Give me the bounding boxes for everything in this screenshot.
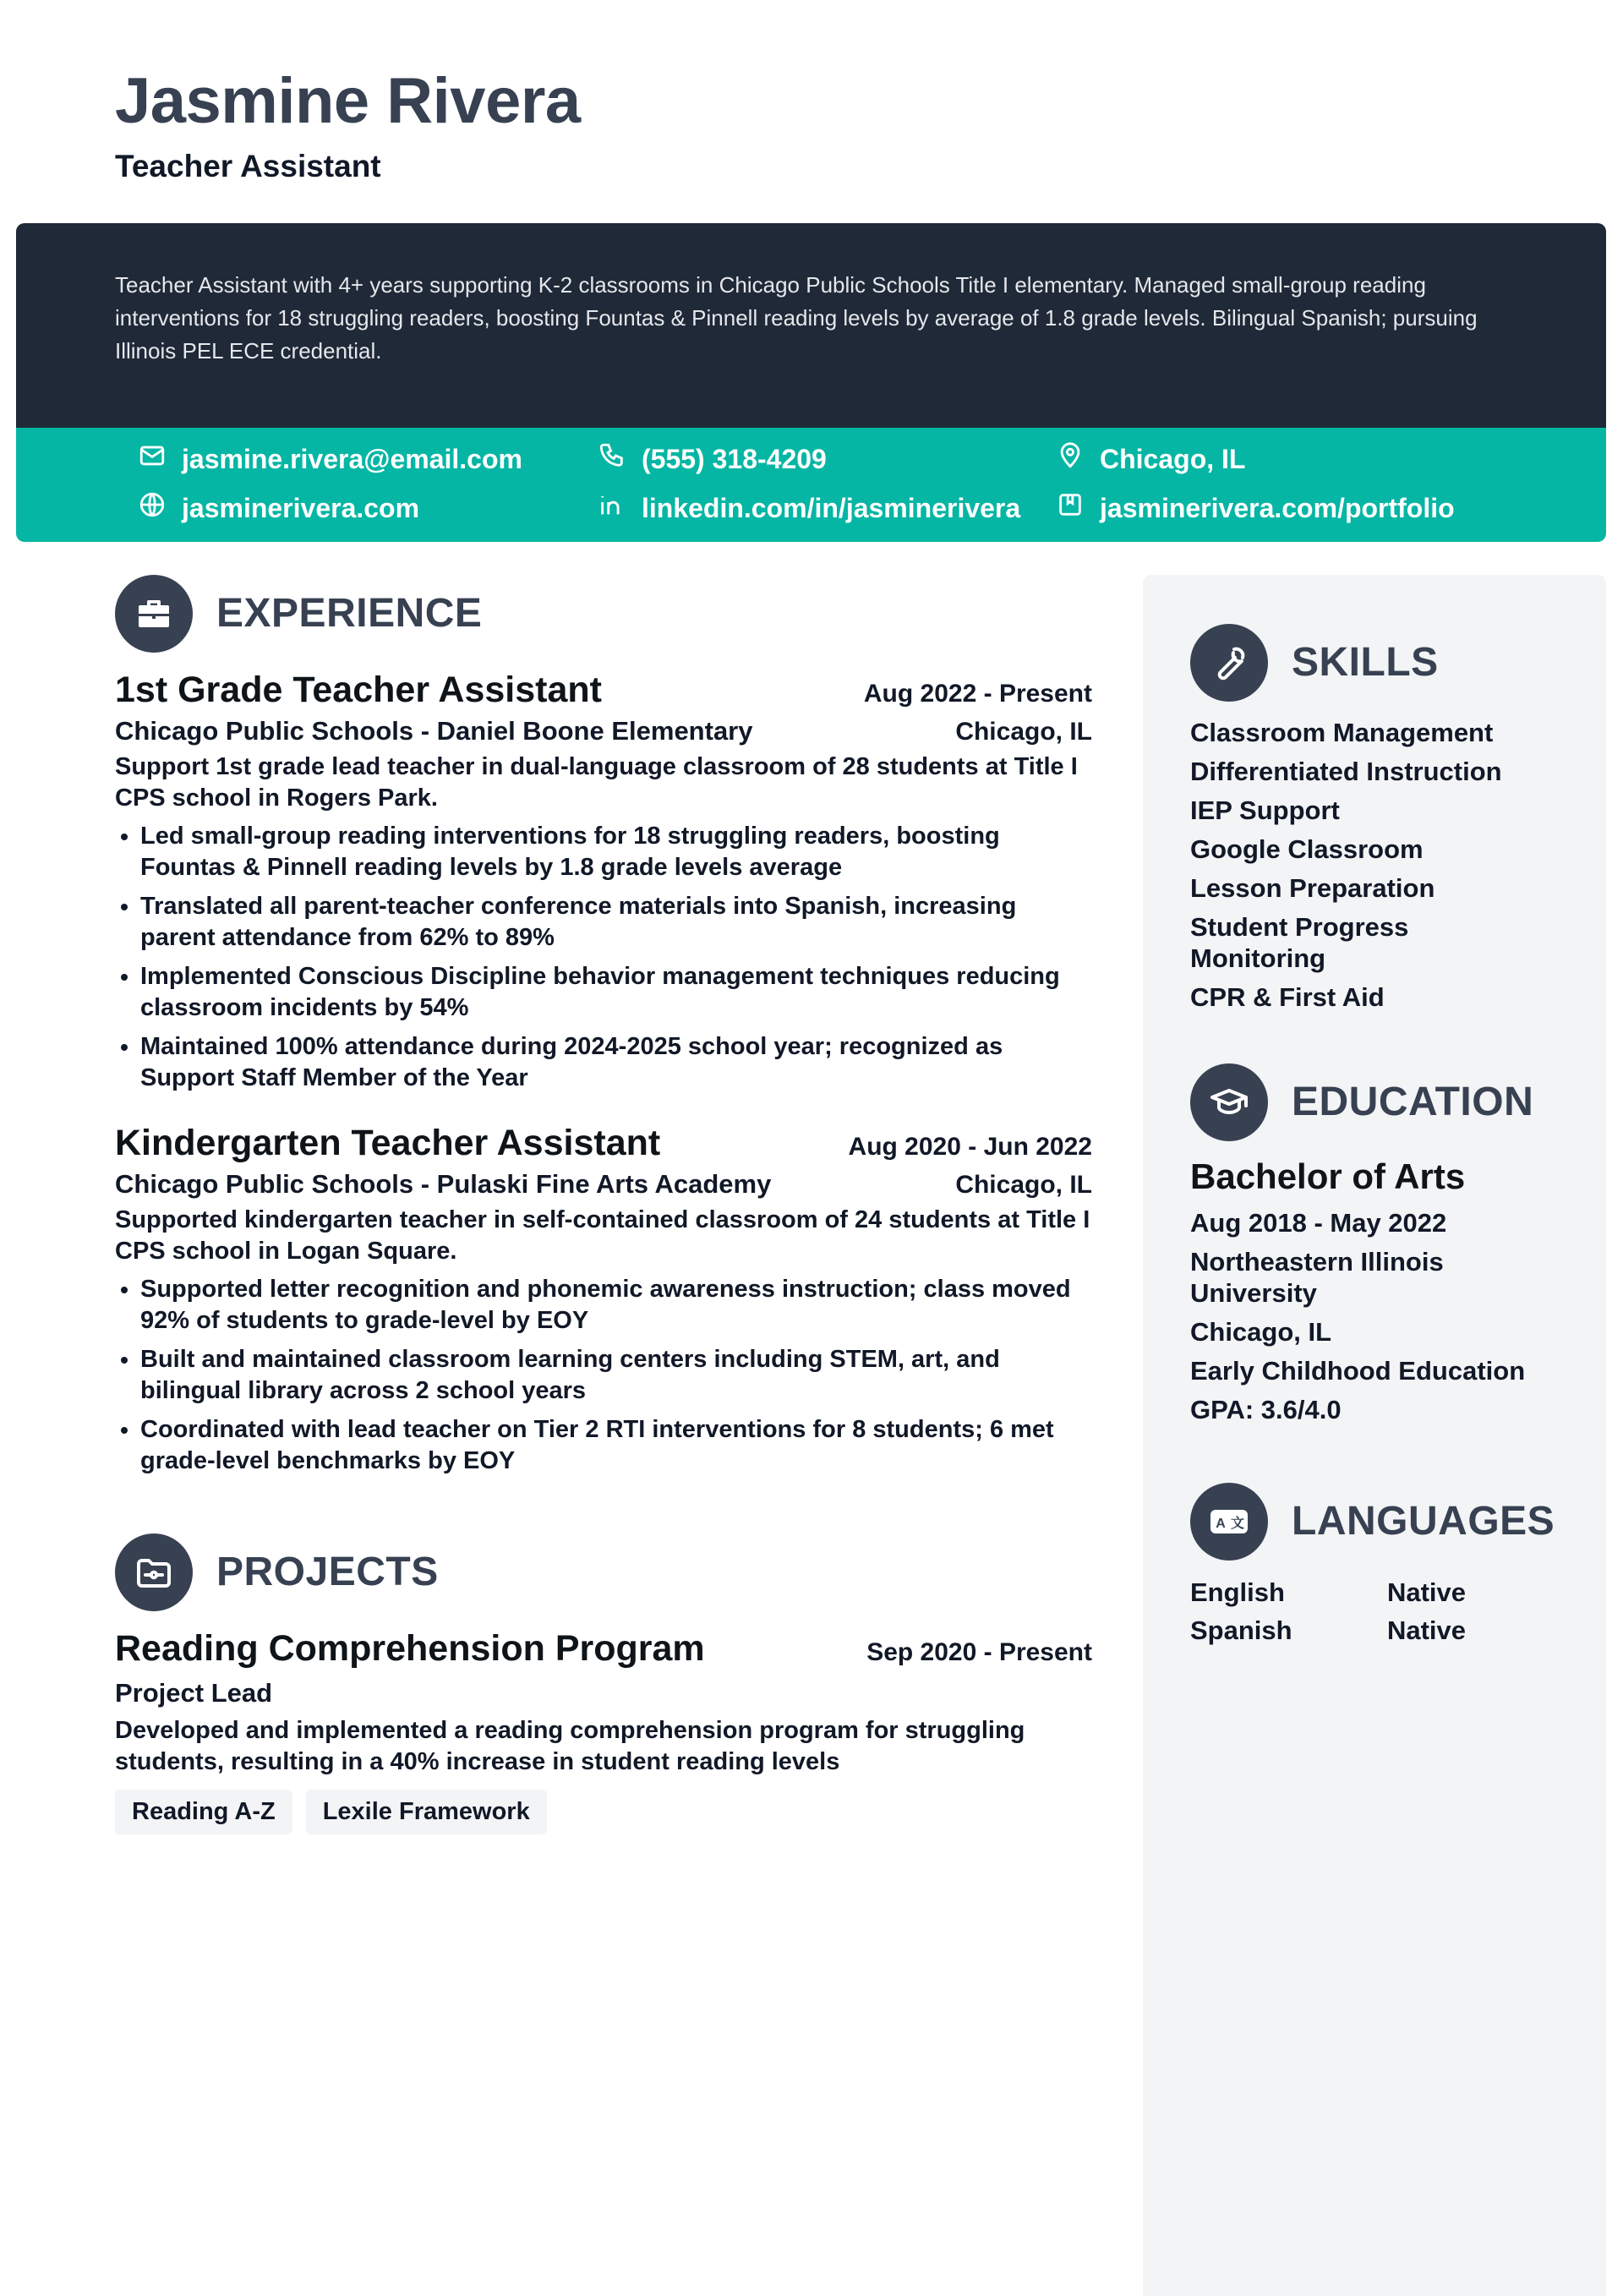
education-degree: Bachelor of Arts xyxy=(1190,1156,1466,1196)
bullet-item: • Translated all parent-teacher conference materials into Spanish, increasing parent attendance from 62% to 89% xyxy=(140,891,1092,954)
experience-item xyxy=(115,670,1092,1102)
project-title: Reading Comprehension Program xyxy=(115,1628,705,1669)
summary-text: Teacher Assistant with 4+ years supporting K-2 classrooms in Chicago Public Schools Title I elementary. Managed small-group reading interventions for 18 struggling readers, boosting Fountas & Pinnell reading levels by average of 1.8 grade levels. Bilingual Spanish; pursuing Illinois PEL ECE credential. xyxy=(115,272,1478,364)
language-name: Spanish xyxy=(1190,1615,1292,1645)
svg-text:A: A xyxy=(1216,1517,1226,1531)
contact-location xyxy=(1056,441,1245,477)
wrench-icon xyxy=(1190,624,1268,702)
skill-item: CPR & First Aid xyxy=(1190,982,1385,1012)
project-dates: Sep 2020 - Present xyxy=(866,1638,1092,1666)
job-dates: Aug 2022 - Present xyxy=(863,680,1092,708)
bullet-item: • Implemented Conscious Discipline behavior management techniques reducing classroom incidents by 54% xyxy=(140,961,1092,1024)
summary-section xyxy=(16,223,1606,428)
candidate-title: Teacher Assistant xyxy=(115,149,381,183)
education-school: Northeastern Illinois University xyxy=(1190,1247,1444,1308)
bullet-item: • Maintained 100% attendance during 2024-2025 school year; recognized as Support Staff Member of the Year xyxy=(140,1031,1092,1094)
tag-chip: Lexile Framework xyxy=(306,1790,547,1834)
globe-icon xyxy=(138,490,167,526)
contact-email[interactable] xyxy=(138,441,522,477)
project-role: Project Lead xyxy=(115,1678,273,1708)
skill-item: Differentiated Instruction xyxy=(1190,757,1502,786)
language-row xyxy=(1190,1615,1466,1646)
education-entry xyxy=(1190,1156,1571,1433)
email-text: jasmine.rivera@email.com xyxy=(182,443,522,474)
candidate-name: Jasmine Rivera xyxy=(115,65,581,137)
phone-icon xyxy=(598,441,626,477)
job-location: Chicago, IL xyxy=(955,1171,1092,1199)
resume-header xyxy=(115,61,581,184)
job-location: Chicago, IL xyxy=(955,718,1092,746)
education-gpa: GPA: 3.6/4.0 xyxy=(1190,1395,1342,1424)
bullet-item: • Coordinated with lead teacher on Tier 2 RTI interventions for 8 students; 6 met grade-level benchmarks by EOY xyxy=(140,1414,1092,1477)
contact-portfolio[interactable] xyxy=(1056,490,1455,526)
language-level: Native xyxy=(1386,1615,1466,1645)
bullet-item: • Supported letter recognition and phonemic awareness instruction; class moved 92% of students to grade-level by EOY xyxy=(140,1274,1092,1337)
job-description: Supported kindergarten teacher in self-contained classroom of 24 students at Title I CPS school in Logan Square. xyxy=(115,1206,1090,1265)
language-row xyxy=(1190,1577,1466,1608)
bullet-item: • Led small-group reading interventions for 18 struggling readers, boosting Fountas & Pinnell reading levels by 1.8 grade levels average xyxy=(140,821,1092,883)
website-text: jasminerivera.com xyxy=(182,492,420,523)
education-heading: EDUCATION xyxy=(1292,1080,1534,1124)
languages-list xyxy=(1190,1577,1466,1654)
job-title: 1st Grade Teacher Assistant xyxy=(115,670,602,710)
job-bullets xyxy=(115,1274,1092,1477)
experience-heading: EXPERIENCE xyxy=(216,591,483,636)
job-title: Kindergarten Teacher Assistant xyxy=(115,1123,661,1163)
contact-phone[interactable] xyxy=(598,441,827,477)
phone-text: (555) 318-4209 xyxy=(642,443,827,474)
linkedin-text: linkedin.com/in/jasminerivera xyxy=(642,492,1021,523)
education-dates: Aug 2018 - May 2022 xyxy=(1190,1208,1447,1238)
contact-linkedin[interactable] xyxy=(598,490,1020,526)
job-description: Support 1st grade lead teacher in dual-language classroom of 28 students at Title I CPS school in Rogers Park. xyxy=(115,753,1078,812)
job-organization: Chicago Public Schools - Daniel Boone Elementary xyxy=(115,716,753,746)
experience-item xyxy=(115,1123,1092,1484)
job-dates: Aug 2020 - Jun 2022 xyxy=(848,1133,1092,1161)
languages-heading: LANGUAGES xyxy=(1292,1499,1555,1544)
graduation-cap-icon xyxy=(1190,1063,1268,1141)
project-description: Developed and implemented a reading comprehension program for struggling students, resulting in a 40% increase in student reading levels xyxy=(115,1717,1025,1775)
skill-item: Lesson Preparation xyxy=(1190,873,1435,903)
skills-heading: SKILLS xyxy=(1292,640,1439,685)
education-field: Early Childhood Education xyxy=(1190,1356,1526,1386)
translate-icon xyxy=(1190,1483,1268,1561)
skill-item: Classroom Management xyxy=(1190,718,1494,747)
linkedin-icon xyxy=(598,490,626,526)
briefcase-icon xyxy=(115,575,193,653)
mail-icon xyxy=(138,441,167,477)
location-text: Chicago, IL xyxy=(1100,443,1246,474)
project-tags xyxy=(115,1790,1092,1834)
projects-heading: PROJECTS xyxy=(216,1550,439,1594)
skill-item: Google Classroom xyxy=(1190,834,1424,864)
skills-list xyxy=(1190,717,1571,1020)
portfolio-icon xyxy=(1056,490,1085,526)
skill-item: Student Progress Monitoring xyxy=(1190,912,1409,973)
education-location: Chicago, IL xyxy=(1190,1317,1332,1347)
job-organization: Chicago Public Schools - Pulaski Fine Arts Academy xyxy=(115,1169,772,1199)
job-bullets xyxy=(115,821,1092,1094)
language-name: English xyxy=(1190,1577,1285,1607)
portfolio-text: jasminerivera.com/portfolio xyxy=(1100,492,1455,523)
contact-bar xyxy=(16,428,1606,542)
tag-chip: Reading A-Z xyxy=(115,1790,292,1834)
contact-website[interactable] xyxy=(138,490,419,526)
svg-text:文: 文 xyxy=(1230,1515,1245,1531)
language-level: Native xyxy=(1386,1577,1466,1607)
location-pin-icon xyxy=(1056,441,1085,477)
folder-icon xyxy=(115,1533,193,1611)
project-item xyxy=(115,1628,1092,1834)
bullet-item: • Built and maintained classroom learning centers including STEM, art, and bilingual library across 2 school years xyxy=(140,1344,1092,1407)
skill-item: IEP Support xyxy=(1190,795,1340,825)
